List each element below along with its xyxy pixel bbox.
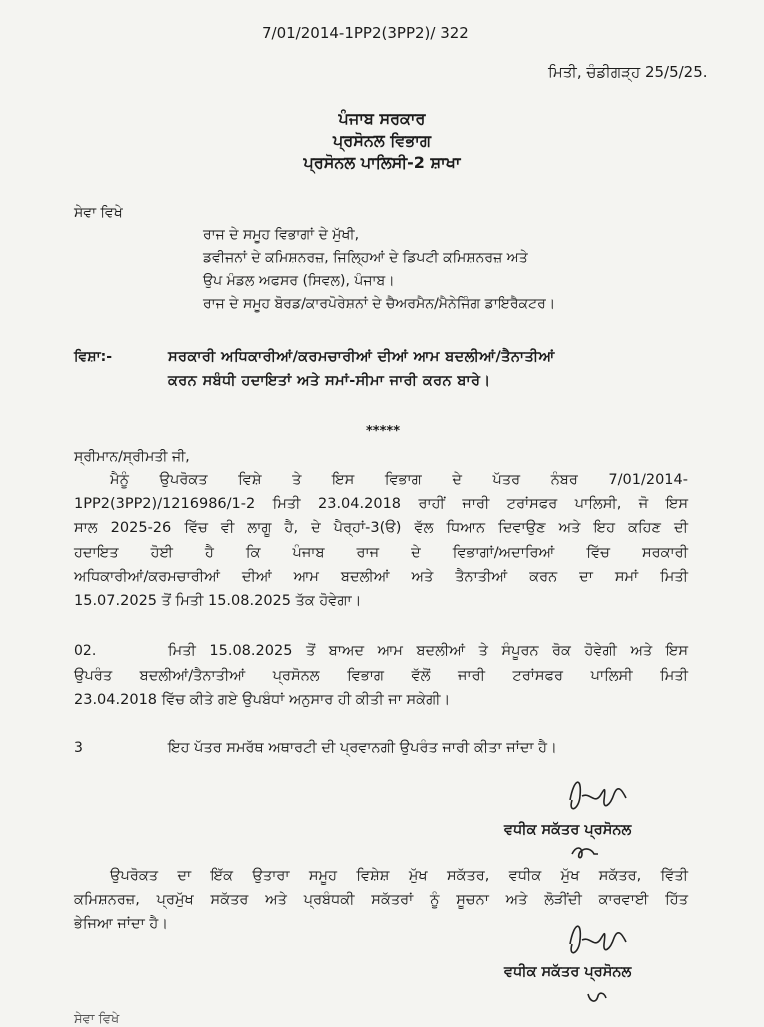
paragraph-2-number: 02. [74, 643, 97, 659]
signature-1-title: ਵਧੀਕ ਸਕੱਤਰ ਪ੍ਰਸੋਨਲ [504, 822, 632, 838]
paragraph-1-line: ਸਾਲ 2025-26 ਵਿੱਚ ਵੀ ਲਾਗੂ ਹੈ, ਦੇ ਪੈਰ੍ਹਾਂ-3(ੳ) ਵੱਲ ਧਿਆਨ ਦਿਵਾਉਣ ਅਤੇ ਇਹ ਕਹਿਣ ਦੀ [74, 520, 688, 536]
department-heading: ਪ੍ਰਸੋਨਲ ਵਿਭਾਗ [333, 131, 431, 150]
addressee-line: ਰਾਜ ਦੇ ਸਮੂਹ ਵਿਭਾਗਾਂ ਦੇ ਮੁੱਖੀ, [203, 227, 360, 243]
footer-cut-text: ਸੇਵਾ ਵਿਖੇ [74, 1012, 120, 1027]
government-heading: ਪੰਜਾਬ ਸਰਕਾਰ [338, 109, 426, 128]
reference-number: 7/01/2014-1PP2(3PP2)/ 322 [262, 24, 469, 42]
initials-mark [568, 842, 608, 862]
endorsement-line: ਉਪਰੋਕਤ ਦਾ ਇੱਕ ਉਤਾਰਾ ਸਮੂਹ ਵਿਸ਼ੇਸ਼ ਮੁੱਖ ਸਕੱਤਰ, ਵਧੀਕ ਮੁੱਖ ਸਕੱਤਰ, ਵਿੱਤੀ [110, 868, 688, 884]
paragraph-3-number: 3 [74, 740, 83, 756]
endorsement-line: ਕਮਿਸ਼ਨਰਜ਼, ਪ੍ਰਮੁੱਖ ਸਕੱਤਰ ਅਤੇ ਪ੍ਰਬੰਧਕੀ ਸਕੱਤਰਾਂ ਨੂੰ ਸੂਚਨਾ ਅਤੇ ਲੋੜੀਂਦੀ ਕਾਰਵਾਈ ਹਿੱਤ [74, 892, 688, 908]
paragraph-1-line: ਮੈਨੂੰ ਉਪਰੋਕਤ ਵਿਸ਼ੇ ਤੇ ਇਸ ਵਿਭਾਗ ਦੇ ਪੱਤਰ ਨੰਬਰ 7/01/2014- [110, 472, 688, 488]
date-line: ਮਿਤੀ, ਚੰਡੀਗੜ੍ਹ 25/5/25. [548, 63, 708, 81]
signature-2-title: ਵਧੀਕ ਸਕੱਤਰ ਪ੍ਰਸੋਨਲ [504, 964, 632, 980]
signature-mark-1 [560, 770, 640, 822]
signature-mark-2 [560, 914, 640, 964]
addressee-line: ਉਪ ਮੰਡਲ ਅਫਸਰ (ਸਿਵਲ), ਪੰਜਾਬ। [203, 273, 395, 289]
paragraph-1-line: ਹਦਾਇਤ ਹੋਈ ਹੈ ਕਿ ਪੰਜਾਬ ਰਾਜ ਦੇ ਵਿਭਾਗਾਂ/ਅਦਾਰਿਆਂ ਵਿੱਚ ਸਰਕਾਰੀ [74, 545, 688, 561]
addressee-line: ਰਾਜ ਦੇ ਸਮੂਹ ਬੋਰਡ/ਕਾਰਪੋਰੇਸ਼ਨਾਂ ਦੇ ਚੈਅਰਮੈਨ/ਮੈਨੇਜਿੰਗ ਡਾਇਰੈਕਟਰ। [203, 296, 556, 312]
paragraph-1-line: 1PP2(3PP2)/1216986/1-2 ਮਿਤੀ 23.04.2018 ਰਾਹੀਂ ਜਾਰੀ ਟਰਾਂਸਫਰ ਪਾਲਿਸੀ, ਜੋ ਇਸ [74, 496, 688, 512]
initials-mark-2 [584, 988, 610, 1006]
paragraph-2-line: ਮਿਤੀ 15.08.2025 ਤੋਂ ਬਾਅਦ ਆਮ ਬਦਲੀਆਂ ਤੇ ਸੰਪੂਰਨ ਰੋਕ ਹੋਵੇਗੀ ਅਤੇ ਇਸ [168, 643, 688, 659]
paragraph-2-line: ਉਪਰੰਤ ਬਦਲੀਆਂ/ਤੈਨਾਤੀਆਂ ਪ੍ਰਸੋਨਲ ਵਿਭਾਗ ਵੱਲੋਂ ਜਾਰੀ ਟਰਾਂਸਫਰ ਪਾਲਿਸੀ ਮਿਤੀ [74, 668, 688, 684]
paragraph-3-text: ਇਹ ਪੱਤਰ ਸਮਰੱਥ ਅਥਾਰਟੀ ਦੀ ਪ੍ਰਵਾਨਗੀ ਉਪਰੰਤ ਜਾਰੀ ਕੀਤਾ ਜਾਂਦਾ ਹੈ। [168, 740, 557, 756]
subject-line-2: ਕਰਨ ਸਬੰਧੀ ਹਦਾਇਤਾਂ ਅਤੇ ਸਮਾਂ-ਸੀਮਾ ਜਾਰੀ ਕਰਨ ਬਾਰੇ। [168, 373, 491, 389]
salutation: ਸ੍ਰੀਮਾਨ/ਸ੍ਰੀਮਤੀ ਜੀ, [74, 449, 190, 465]
separator: ***** [366, 424, 400, 439]
subject-label: ਵਿਸ਼ਾ:- [74, 349, 113, 365]
subject-line-1: ਸਰਕਾਰੀ ਅਧਿਕਾਰੀਆਂ/ਕਰਮਚਾਰੀਆਂ ਦੀਆਂ ਆਮ ਬਦਲੀਆਂ/ਤੈਨਾਤੀਆਂ [168, 349, 555, 365]
paragraph-2-line: 23.04.2018 ਵਿੱਚ ਕੀਤੇ ਗਏ ਉਪਬੰਧਾਂ ਅਨੁਸਾਰ ਹੀ ਕੀਤੀ ਜਾ ਸਕੇਗੀ। [74, 692, 451, 708]
paragraph-1-line: 15.07.2025 ਤੋਂ ਮਿਤੀ 15.08.2025 ਤੱਕ ਹੋਵੇਗਾ। [74, 593, 362, 609]
endorsement-line: ਭੇਜਿਆ ਜਾਂਦਾ ਹੈ। [74, 916, 169, 932]
branch-heading: ਪ੍ਰਸੋਨਲ ਪਾਲਿਸੀ-2 ਸ਼ਾਖਾ [303, 153, 461, 172]
paragraph-1-line: ਅਧਿਕਾਰੀਆਂ/ਕਰਮਚਾਰੀਆਂ ਦੀਆਂ ਆਮ ਬਦਲੀਆਂ ਅਤੇ ਤੈਨਾਤੀਆਂ ਕਰਨ ਦਾ ਸਮਾਂ ਮਿਤੀ [74, 569, 688, 585]
addressee-label: ਸੇਵਾ ਵਿਖੇ [74, 205, 123, 221]
addressee-line: ਡਵੀਜਨਾਂ ਦੇ ਕਮਿਸ਼ਨਰਜ਼, ਜਿਲ੍ਹਿਆਂ ਦੇ ਡਿਪਟੀ ਕਮਿਸ਼ਨਰਜ਼ ਅਤੇ [203, 250, 528, 266]
